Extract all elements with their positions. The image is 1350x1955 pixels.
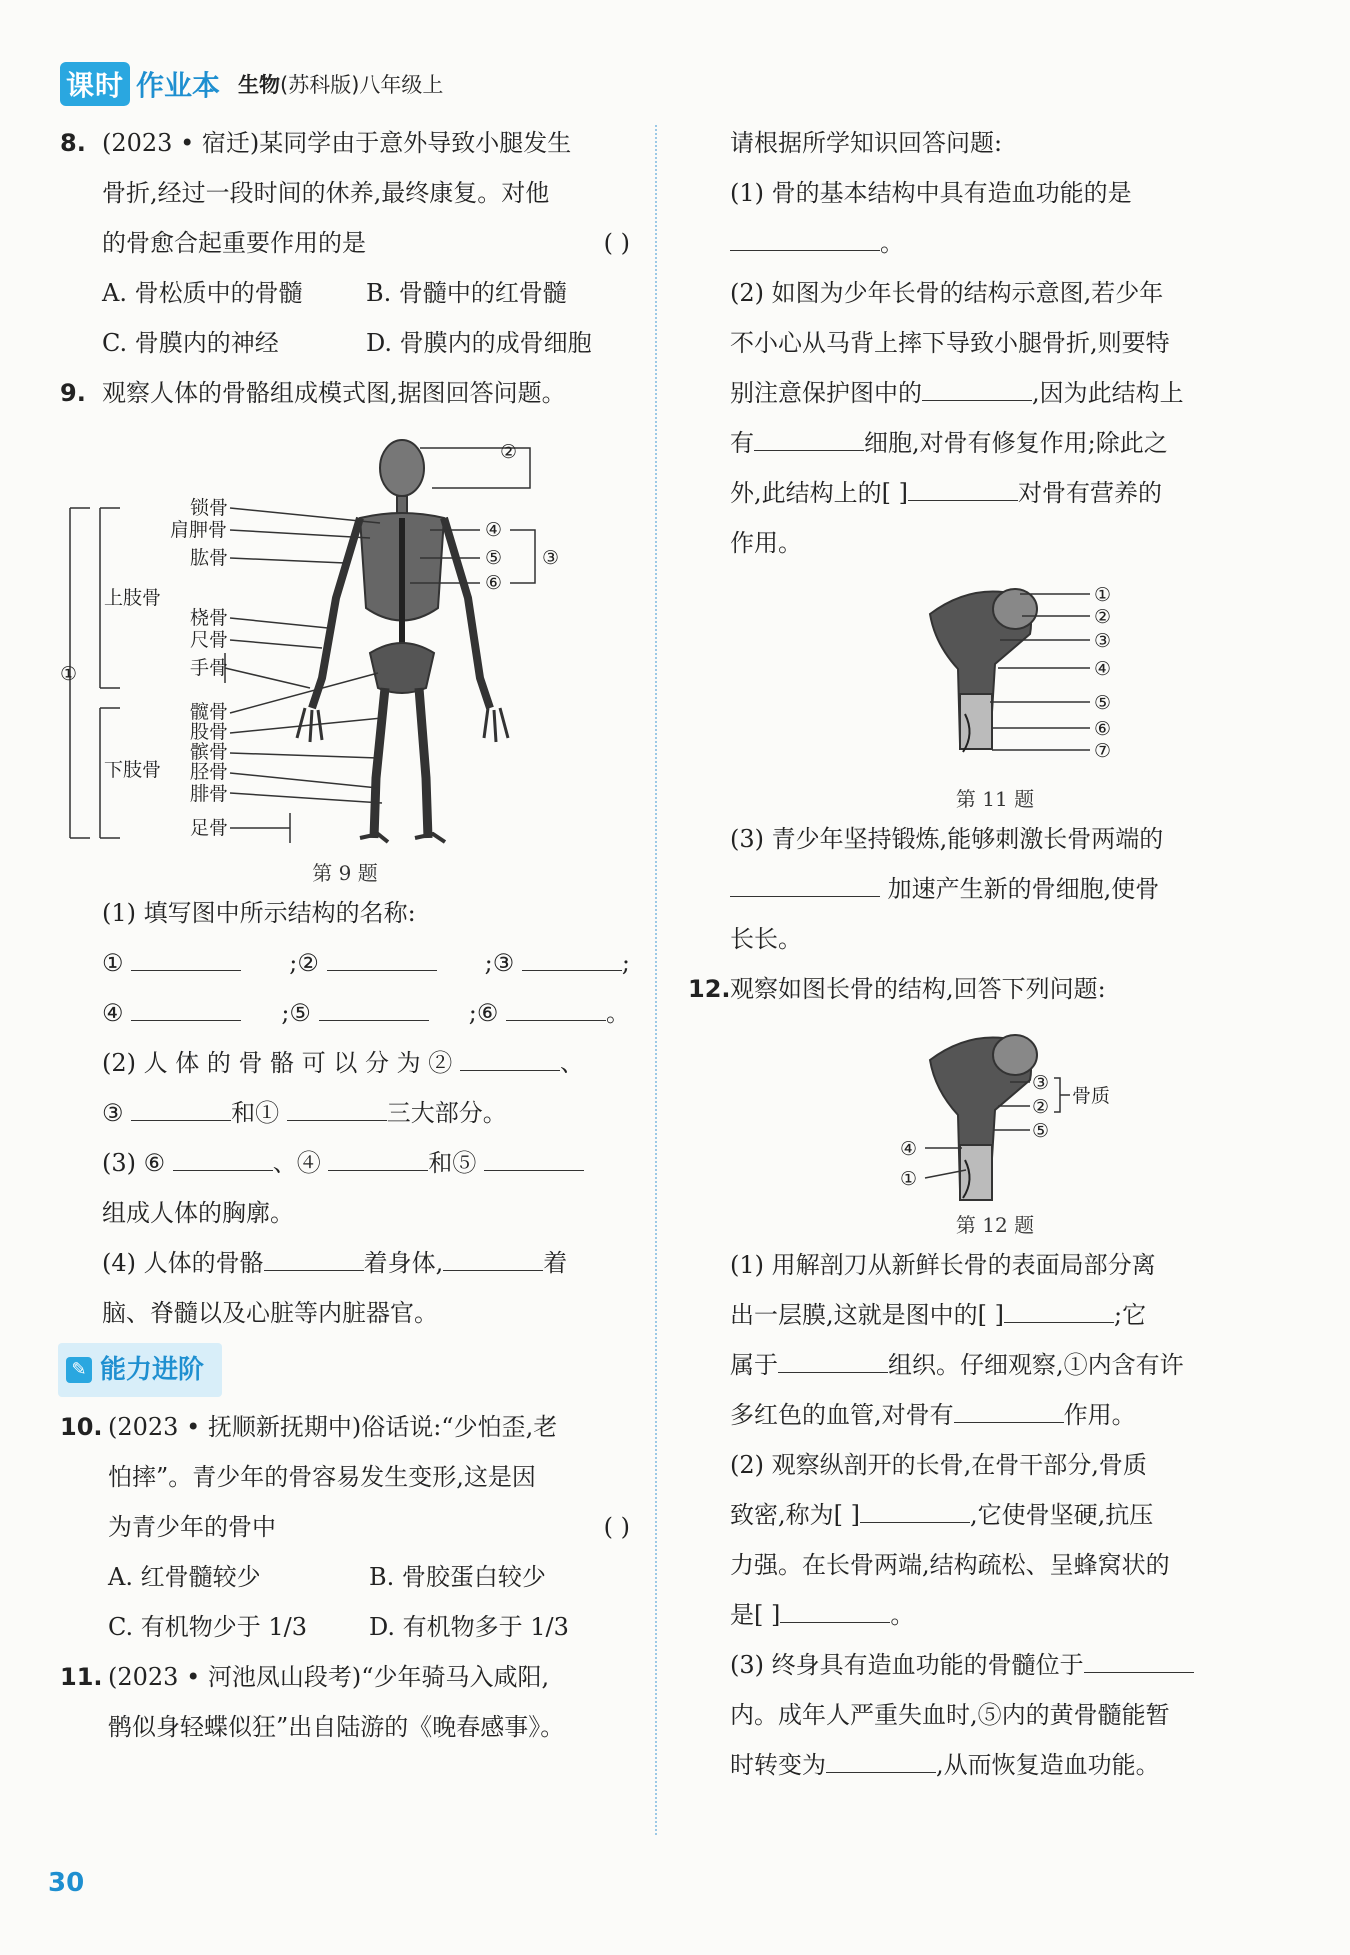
answer-blank[interactable] [443,1242,543,1271]
q12-stem: 观察如图长骨的结构,回答下列问题: [730,975,1106,1003]
answer-blank[interactable] [860,1494,970,1523]
fig-label: 桡骨 [190,607,229,629]
q12-p3 [730,1740,1260,1790]
question-10 [60,1402,630,1652]
q12-p1 [730,1340,1260,1390]
q10-line [108,1502,630,1552]
q11-p2 [730,468,1260,518]
answer-blank[interactable] [173,1142,273,1171]
q12-p1 [730,1390,1260,1440]
question-11 [60,1652,630,1752]
fig-label: ⑥ [485,572,503,594]
text: 外,此结构上的[ ] [730,479,908,507]
text: ,因为此结构上 [1032,379,1184,407]
text: 着身体, [363,1249,444,1277]
fig-label: 髌骨 [190,741,229,763]
answer-blank[interactable] [131,1092,231,1121]
q8-line: (2023 • 宿迁)某同学由于意外导致小腿发生 [102,129,572,157]
text: 、 [559,1049,584,1077]
q11-p1-blank [730,218,1260,268]
fig-label: 肩胛骨 [170,519,228,541]
mark: ④ [102,999,124,1027]
text: 时转变为 [730,1751,826,1779]
text: 多红色的血管,对骨有 [730,1401,954,1429]
mark: ① [102,949,124,977]
answer-blank[interactable] [327,942,437,971]
fig-label: ⑤ [1032,1120,1050,1142]
text: ③ [102,1099,124,1127]
text: 加速产生新的骨细胞,使骨 [880,875,1160,903]
q12-p2: 力强。在长骨两端,结构疏松、呈蜂窝状的 [730,1551,1170,1579]
text: 和① [231,1099,280,1127]
fig-label: 上肢骨 [104,587,162,609]
figure-labels [60,441,559,839]
question-9 [60,368,630,418]
q9-p3-cont: 组成人体的胸廓。 [102,1199,294,1227]
logo-box: 课时 [60,62,130,106]
leader-lines [70,448,535,843]
q12-p2: (2) 观察纵剖开的长骨,在骨干部分,骨质 [730,1451,1147,1479]
option-b[interactable]: B. 骨胶蛋白较少 [369,1563,546,1591]
text: (2) 人 体 的 骨 骼 可 以 分 为 ② [102,1049,453,1077]
column-divider [655,125,657,1835]
answer-blank[interactable] [287,1092,387,1121]
q9-p3 [102,1138,630,1188]
answer-blank[interactable] [922,372,1032,401]
q11-p3: 长长。 [730,925,802,953]
q9-p1: (1) 填写图中所示结构的名称: [102,899,416,927]
mark: ; [621,949,630,977]
q9-parts [60,888,630,1338]
answer-blank[interactable] [1004,1294,1114,1323]
fig-label: 骨质 [1072,1085,1111,1107]
answer-blank[interactable] [954,1394,1064,1423]
q9-p1-row1 [102,938,630,988]
section-heading [58,1348,630,1392]
q9-p2 [102,1038,630,1088]
q12-p3: 内。成年人严重失血时,⑤内的黄骨髓能暂 [730,1701,1170,1729]
option-d[interactable]: D. 骨膜内的成骨细胞 [366,329,592,357]
answer-blank[interactable] [131,992,241,1021]
q11-p3 [730,864,1260,914]
answer-blank[interactable] [506,992,606,1021]
fig-label: ④ [900,1138,918,1160]
fig-label: ① [900,1168,918,1190]
options-row [102,268,630,318]
fig-label: 肱骨 [190,547,229,569]
answer-blank[interactable] [908,472,1018,501]
text: 致密,称为[ ] [730,1501,860,1529]
q11-p3: (3) 青少年坚持锻炼,能够刺激长骨两端的 [730,825,1164,853]
text: 着 [543,1249,568,1277]
fig-label: ⑤ [1094,692,1112,714]
text: 别注意保护图中的 [730,379,922,407]
mark: ;⑥ [468,999,499,1027]
text: ,从而恢复造血功能。 [936,1751,1160,1779]
fig-label: 下肢骨 [104,759,162,781]
q9-stem: 观察人体的骨骼组成模式图,据图回答问题。 [102,379,566,407]
fig-label: ① [60,663,78,685]
fig-label: 尺骨 [190,629,229,651]
options-row [108,1602,630,1652]
q8-line: 骨折,经过一段时间的休养,最终康复。对他 [102,179,550,207]
answer-blank[interactable] [264,1242,364,1271]
text: 。 [880,229,904,257]
text: ,它使骨坚硬,抗压 [969,1501,1154,1529]
text: 出一层膜,这就是图中的[ ] [730,1301,1004,1329]
text: 细胞,对骨有修复作用;除此之 [864,429,1168,457]
fig-label: ③ [1032,1072,1050,1094]
mark: ;③ [484,949,515,977]
option-d[interactable]: D. 有机物多于 1/3 [369,1613,569,1641]
question-number: 11. [60,1663,103,1691]
fig-label: ③ [542,547,560,569]
q9-p2-cont [102,1088,630,1138]
answer-blank[interactable] [328,1142,428,1171]
question-12 [688,964,1260,1014]
fig-label: ② [1032,1096,1050,1118]
figure-labels [1094,584,1111,762]
fig-label: 股骨 [190,721,229,743]
q12-p2 [730,1590,1260,1640]
text: 属于 [730,1351,778,1379]
figure-caption: 第 11 题 [955,787,1035,811]
fig-label: ③ [1094,630,1112,652]
option-c[interactable]: C. 有机物少于 1/3 [108,1613,308,1641]
text: 组织。仔细观察,①内含有许 [888,1351,1184,1379]
answer-blank[interactable] [131,942,241,971]
q11-line: 请根据所学知识回答问题: [730,129,1003,157]
left-column [60,118,630,1752]
section-title: 能力进阶 [100,1355,205,1385]
text: 有 [730,429,754,457]
q12-p1: (1) 用解剖刀从新鲜长骨的表面局部分离 [730,1251,1156,1279]
fig-label: 足骨 [190,817,229,839]
section-badge [58,1343,222,1397]
answer-blank[interactable] [522,942,622,971]
q10-line: (2023 • 抚顺新抚期中)俗话说:“少怕歪,老 [108,1413,558,1441]
fig-label: 腓骨 [190,783,229,805]
mark: ;② [289,949,319,977]
answer-blank[interactable] [1084,1644,1194,1673]
text: 和⑤ [428,1149,477,1177]
option-b[interactable]: B. 骨髓中的红骨髓 [366,279,567,307]
question-number: 9. [60,379,86,407]
options-row [102,318,630,368]
mark: 。 [606,999,630,1027]
question-number: 12. [688,975,731,1003]
q11-p2: 不小心从马背上摔下导致小腿骨折,则要特 [730,329,1170,357]
q11-p2 [730,368,1260,418]
figure-caption: 第 9 题 [312,861,378,885]
answer-paren: ( ) [603,229,630,257]
skeleton-drawing [297,440,508,842]
q11-line: (2023 • 河池凤山段考)“少年骑马入咸阳, [108,1663,550,1691]
q9-p1-row2 [102,988,630,1038]
q8-text: 的骨愈合起重要作用的是 [102,229,366,257]
pencil-icon: ✎ [66,1357,92,1383]
q11-p1: (1) 骨的基本结构中具有造血功能的是 [730,179,1132,207]
logo-text: 作业本 [136,69,221,102]
subject-rest: (苏科版)八年级上 [280,73,444,97]
q10-text: 为青少年的骨中 [108,1513,276,1541]
question-number: 10. [60,1413,103,1441]
q11-p2: (2) 如图为少年长骨的结构示意图,若少年 [730,279,1164,307]
page-number: 30 [48,1868,85,1898]
q12-p2 [730,1490,1260,1540]
subject-bold: 生物 [238,73,281,97]
text: 。 [890,1601,915,1629]
answer-blank[interactable] [730,868,880,897]
q11-p2 [730,418,1260,468]
fig-label: ② [500,441,518,463]
text: (3) 终身具有造血功能的骨髓位于 [730,1651,1084,1679]
text: 对骨有营养的 [1017,479,1162,507]
q10-line: 怕摔”。青少年的骨容易发生变形,这是因 [108,1463,536,1491]
fig-label: 胫骨 [190,761,229,783]
q12-p3 [730,1640,1260,1690]
long-bone-figure-12 [730,1020,1260,1210]
fig-label: ② [1094,606,1112,628]
option-a[interactable]: A. 红骨髓较少 [108,1563,261,1591]
answer-blank[interactable] [780,1594,890,1623]
answer-blank[interactable] [484,1142,584,1171]
right-column [688,118,1260,1790]
answer-blank[interactable] [460,1042,560,1071]
fig-label: 锁骨 [190,497,229,519]
fig-label: 髋骨 [190,701,229,723]
figure-caption: 第 12 题 [955,1213,1035,1237]
question-number: 8. [60,129,86,157]
fig-label: ⑤ [485,547,503,569]
fig-label: ⑥ [1094,718,1112,740]
text: 、④ [272,1149,321,1177]
text: 作用。 [1063,1401,1136,1429]
bone-drawing [930,1035,1037,1200]
q9-p4-cont: 脑、脊髓以及心脏等内脏器官。 [102,1299,438,1327]
page-header [60,62,443,106]
text: 是[ ] [730,1601,781,1629]
q8-line [102,218,630,268]
fig-label: 手骨 [190,657,229,679]
mark: ;⑤ [281,999,311,1027]
answer-paren: ( ) [603,1513,630,1541]
answer-blank[interactable] [754,422,864,451]
brand-logo [60,62,220,106]
options-row [108,1552,630,1602]
q9-p4 [102,1238,630,1288]
q11-p2: 作用。 [730,529,802,557]
text: (3) ⑥ [102,1149,166,1177]
q12-p1 [730,1290,1260,1340]
fig-label: ④ [1094,658,1112,680]
fig-label: ⑦ [1094,740,1112,762]
fig-label: ① [1094,584,1112,606]
question-8 [60,118,630,368]
answer-blank[interactable] [319,992,429,1021]
skeleton-figure [60,418,630,858]
option-a[interactable]: A. 骨松质中的骨髓 [102,279,303,307]
subject-title [238,69,443,99]
long-bone-figure-11 [730,574,1260,784]
q11-line: 鹘似身轻蝶似狂”出自陆游的《晚春感事》。 [108,1713,565,1741]
answer-blank[interactable] [730,222,880,251]
text: (4) 人体的骨骼 [102,1249,264,1277]
fig-label: ④ [485,519,503,541]
text: ;它 [1113,1301,1147,1329]
answer-blank[interactable] [826,1744,936,1773]
answer-blank[interactable] [778,1344,888,1373]
option-c[interactable]: C. 骨膜内的神经 [102,329,279,357]
text: 三大部分。 [386,1099,507,1127]
